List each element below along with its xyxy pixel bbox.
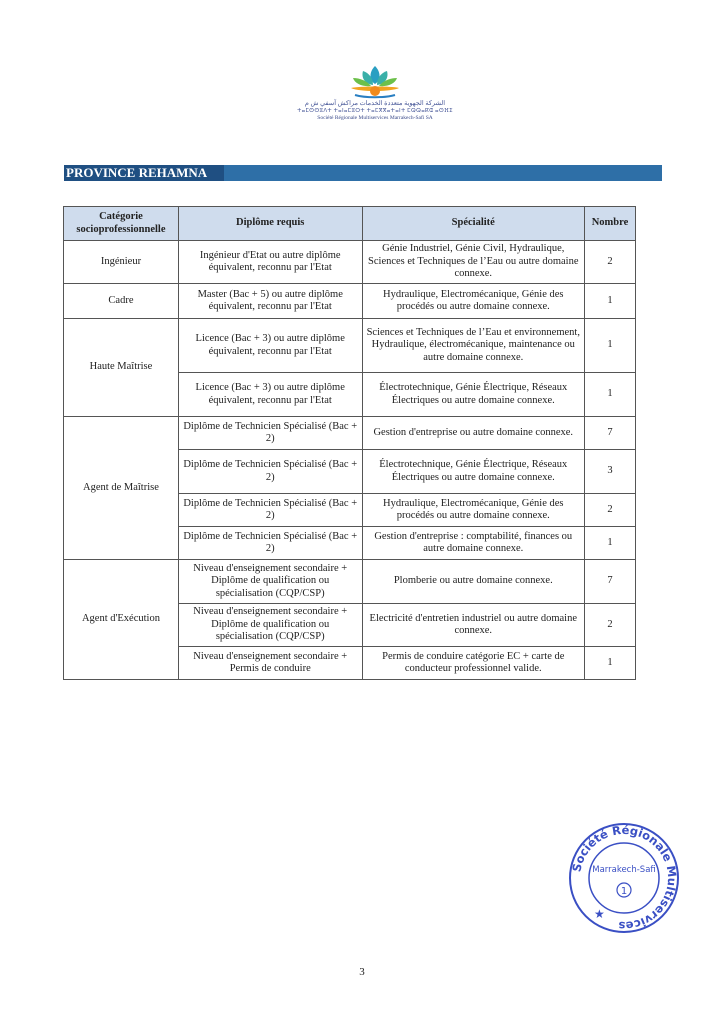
diplome-cell: Licence (Bac + 3) ou autre diplôme équivalent, reconnu par l'Etat — [178, 373, 362, 417]
specialite-cell: Hydraulique, Electromécanique, Génie des procédés ou autre domaine connexe. — [362, 494, 585, 527]
diplome-cell: Ingénieur d'Etat ou autre diplôme équivalent, reconnu par l'Etat — [178, 241, 362, 284]
nombre-cell: 2 — [585, 494, 636, 527]
table-header-row — [64, 207, 636, 241]
diplome-cell: Niveau d'enseignement secondaire + Diplôme de qualification ou spécialisation (CQP/CSP) — [178, 604, 362, 647]
nombre-cell: 1 — [585, 527, 636, 560]
nombre-cell: 7 — [585, 560, 636, 604]
category-cell: Ingénieur — [64, 241, 179, 284]
company-name-tifinagh: ⵜⴰⵎⵙⵙⵓⴷⵜ ⵜⴰⵏⴰⵎⵓⵔⵜ ⵜⴰⵎⴳⴳⴰⵜⴰⵏⵜ ⵎⵕⵕⴰⴽⵛ ⴰⵙⴼⵉ — [297, 108, 453, 114]
diplome-cell: Diplôme de Technicien Spécialisé (Bac + 2) — [178, 450, 362, 494]
nombre-cell: 7 — [585, 417, 636, 450]
company-stamp — [566, 820, 682, 936]
specialite-cell: Sciences et Techniques de l’Eau et environnement, Hydraulique, électromécanique, maintenance ou autre domaine connexe. — [362, 319, 585, 373]
specialite-cell: Hydraulique, Electromécanique, Génie des procédés ou autre domaine connexe. — [362, 284, 585, 319]
company-name-french: Société Régionale Multiservices Marrakech-Safi SA — [317, 115, 433, 121]
specialite-cell: Gestion d'entreprise ou autre domaine connexe. — [362, 417, 585, 450]
specialite-cell: Gestion d'entreprise : comptabilité, finances ou autre domaine connexe. — [362, 527, 585, 560]
table-row — [64, 284, 636, 319]
diplome-cell: Diplôme de Technicien Spécialisé (Bac + 2) — [178, 527, 362, 560]
nombre-cell: 1 — [585, 373, 636, 417]
specialite-cell: Électrotechnique, Génie Électrique, Réseaux Électriques ou autre domaine connexe. — [362, 450, 585, 494]
header-diplome: Diplôme requis — [178, 207, 362, 241]
header-categorie: Catégorie socioprofessionnelle — [64, 207, 179, 241]
nombre-cell: 3 — [585, 450, 636, 494]
specialite-cell: Électrotechnique, Génie Électrique, Réseaux Électriques ou autre domaine connexe. — [362, 373, 585, 417]
specialite-cell: Plomberie ou autre domaine connexe. — [362, 560, 585, 604]
nombre-cell: 2 — [585, 241, 636, 284]
section-title: PROVINCE REHAMNA — [66, 165, 208, 180]
svg-text:★: ★ — [594, 907, 605, 921]
logo-flower-icon — [345, 62, 405, 100]
diplome-cell: Master (Bac + 5) ou autre diplôme équivalent, reconnu par l'Etat — [178, 284, 362, 319]
nombre-cell: 1 — [585, 319, 636, 373]
diplome-cell: Diplôme de Technicien Spécialisé (Bac + 2) — [178, 417, 362, 450]
svg-text:Société Régionale Multiservice: Société Régionale Multiservices — [569, 822, 680, 934]
specialite-cell: Electricité d'entretien industriel ou autre domaine connexe. — [362, 604, 585, 647]
diplome-cell: Niveau d'enseignement secondaire + Permis de conduire — [178, 647, 362, 680]
category-cell: Agent de Maîtrise — [64, 417, 179, 560]
section-title-bar — [64, 165, 662, 181]
category-cell: Cadre — [64, 284, 179, 319]
stamp-seal-icon — [566, 820, 682, 936]
nombre-cell: 1 — [585, 284, 636, 319]
header-specialite: Spécialité — [362, 207, 585, 241]
svg-text:Marrakech-Safi: Marrakech-Safi — [592, 865, 656, 875]
table-row — [64, 560, 636, 604]
table-row — [64, 319, 636, 373]
svg-text:1: 1 — [620, 886, 628, 897]
specialite-cell: Permis de conduire catégorie EC + carte de conducteur professionnel valide. — [362, 647, 585, 680]
diplome-cell: Licence (Bac + 3) ou autre diplôme équivalent, reconnu par l'Etat — [178, 319, 362, 373]
recruitment-table — [63, 206, 636, 680]
company-name-arabic: الشركة الجهوية متعددة الخدمات مراكش آسفي ش م — [304, 100, 446, 107]
nombre-cell: 1 — [585, 647, 636, 680]
company-logo — [290, 62, 460, 142]
nombre-cell: 2 — [585, 604, 636, 647]
page-number: 3 — [359, 966, 365, 978]
category-cell: Agent d'Exécution — [64, 560, 179, 680]
diplome-cell: Niveau d'enseignement secondaire + Diplôme de qualification ou spécialisation (CQP/CSP) — [178, 560, 362, 604]
specialite-cell: Génie Industriel, Génie Civil, Hydraulique, Sciences et Techniques de l’Eau ou autre domaine connexe. — [362, 241, 585, 284]
header-nombre: Nombre — [585, 207, 636, 241]
table-row — [64, 417, 636, 450]
diplome-cell: Diplôme de Technicien Spécialisé (Bac + 2) — [178, 494, 362, 527]
category-cell: Haute Maîtrise — [64, 319, 179, 417]
table-row — [64, 241, 636, 284]
